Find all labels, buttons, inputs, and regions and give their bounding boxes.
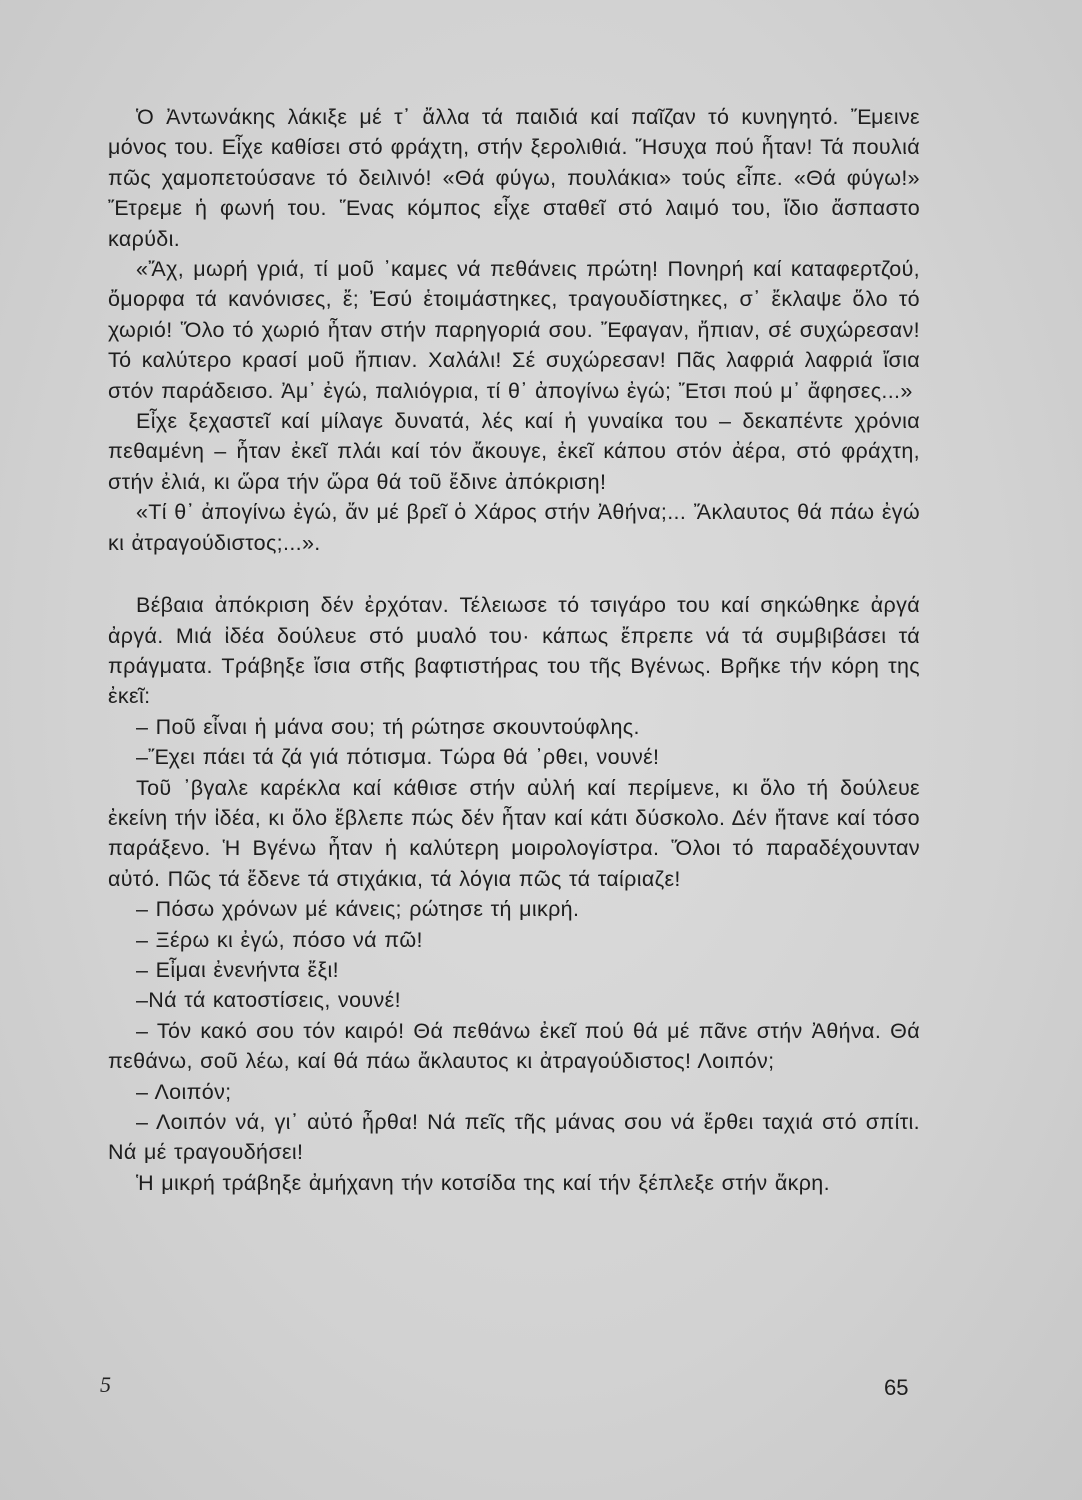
dialogue-line: – Ποῦ εἶναι ἡ μάνα σου; τή ρώτησε σκουντούφλης. [136,714,640,739]
body-text [108,102,920,1198]
dialogue-line: –Νά τά κατοστίσεις, νουνέ! [136,988,401,1013]
paragraph: «Τί θ᾽ ἀπογίνω ἐγώ, ἄν μέ βρεῖ ὁ Χάρος στήν Ἀθήνα;... Ἄκλαυτος θά πάω ἐγώ κι ἀτραγούδιστος;...». [108,500,920,555]
paragraph: Ὁ Ἀντωνάκης λάκιξε μέ τ᾽ ἄλλα τά παιδιά καί παῖζαν τό κυνηγητό. Ἔμεινε μόνος του. Εἶχε καθίσει στό φράχτη, στήν ξερολιθιά. Ἥσυχα πού ἦταν! Τά πουλιά πῶς χαμοπετούσανε τό δειλινό! «Θά φύγω, πουλάκια» τούς εἶπε. «Θά φύγω!» Ἔτρεμε ἡ φωνή του. Ἕνας κόμπος εἶχε σταθεῖ στό λαιμό του, ἴδιο ἄσπαστο καρύδι. [108,105,920,251]
dialogue-line: – Εἶμαι ἐνενήντα ἔξι! [136,957,339,982]
paragraph: Εἶχε ξεχαστεῖ καί μίλαγε δυνατά, λές καί ἡ γυναίκα του – δεκαπέντε χρόνια πεθαμένη – ἦταν ἐκεῖ πλάι καί τόν ἄκουγε, ἐκεῖ κάπου στόν ἀέρα, στό φράχτη, στήν ἐλιά, κι ὥρα τήν ὥρα θά τοῦ ἔδινε ἀπόκριση! [108,409,920,494]
paragraph: Τοῦ ᾽βγαλε καρέκλα καί κάθισε στήν αὐλή καί περίμενε, κι ὅλο τή δούλευε ἐκείνη τήν ἰδέα, κι ὅλο ἔβλεπε πώς δέν ἦταν καί κάτι δύσκολο. Δέν ἤτανε καί τόσο παράξενο. Ἡ Βγένω ἦταν ἡ καλύτερη μοιρολογίστρα. Ὅλοι τό παραδέχουνταν αὐτό. Πῶς τά ἔδενε τά στιχάκια, τά λόγια πῶς τά ταίριαζε! [108,775,920,891]
page-number: 65 [884,1375,909,1400]
signature-mark: 5 [100,1372,111,1397]
dialogue-line: – Πόσω χρόνων μέ κάνεις; ρώτησε τή μικρή. [136,897,580,922]
dialogue-line: –Ἔχει πάει τά ζά γιά πότισμα. Τώρα θά ᾽ρθει, νουνέ! [136,745,660,770]
dialogue-line: – Λοιπόν; [136,1079,232,1104]
dialogue-line: – Τόν κακό σου τόν καιρό! Θά πεθάνω ἐκεῖ πού θά μέ πᾶνε στήν Ἀθήνα. Θά πεθάνω, σοῦ λέω, καί θά πάω ἄκλαυτος κι ἀτραγούδιστος! Λοιπόν; [108,1018,920,1074]
dialogue-line: – Λοιπόν νά, γι᾽ αὐτό ἦρθα! Νά πεῖς τῆς μάνας σου νά ἔρθει ταχιά στό σπίτι. Νά μέ τραγουδήσει! [108,1110,920,1165]
paragraph: «Ἄχ, μωρή γριά, τί μοῦ ᾽καμες νά πεθάνεις πρώτη! Πονηρή καί καταφερτζού, ὄμορφα τά κανόνισες, ἔ; Ἐσύ ἑτοιμάστηκες, τραγουδίστηκες, σ᾽ ἔκλαψε ὅλο τό χωριό! Ὅλο τό χωριό ἦταν στήν παρηγοριά σου. Ἔφαγαν, ἤπιαν, σέ συχώρεσαν! Τό καλύτερο κρασί μοῦ ἤπιαν. Χαλάλι! Σέ συχώρεσαν! Πᾶς λαφριά λαφριά ἴσια στόν παράδεισο. Ἀμ᾽ ἐγώ, παλιόγρια, τί θ᾽ ἀπογίνω ἐγώ; Ἔτσι πού μ᾽ ἄφησες...» [108,257,920,403]
paragraph: Βέβαια ἀπόκριση δέν ἐρχόταν. Τέλειωσε τό τσιγάρο του καί σηκώθηκε ἀργά ἀργά. Μιά ἰδέα δούλευε στό μυαλό του· κάπως ἔπρεπε νά τά συμβιβάσει τά πράγματα. Τράβηξε ἴσια στῆς βαφτιστήρας του τῆς Βγένως. Βρῆκε τήν κόρη της ἐκεῖ: [108,593,920,709]
paragraph: Ἡ μικρή τράβηξε ἀμήχανη τήν κοτσίδα της καί τήν ξέπλεξε στήν ἄκρη. [136,1170,830,1195]
dialogue-line: – Ξέρω κι ἐγώ, πόσο νά πῶ! [136,927,423,952]
